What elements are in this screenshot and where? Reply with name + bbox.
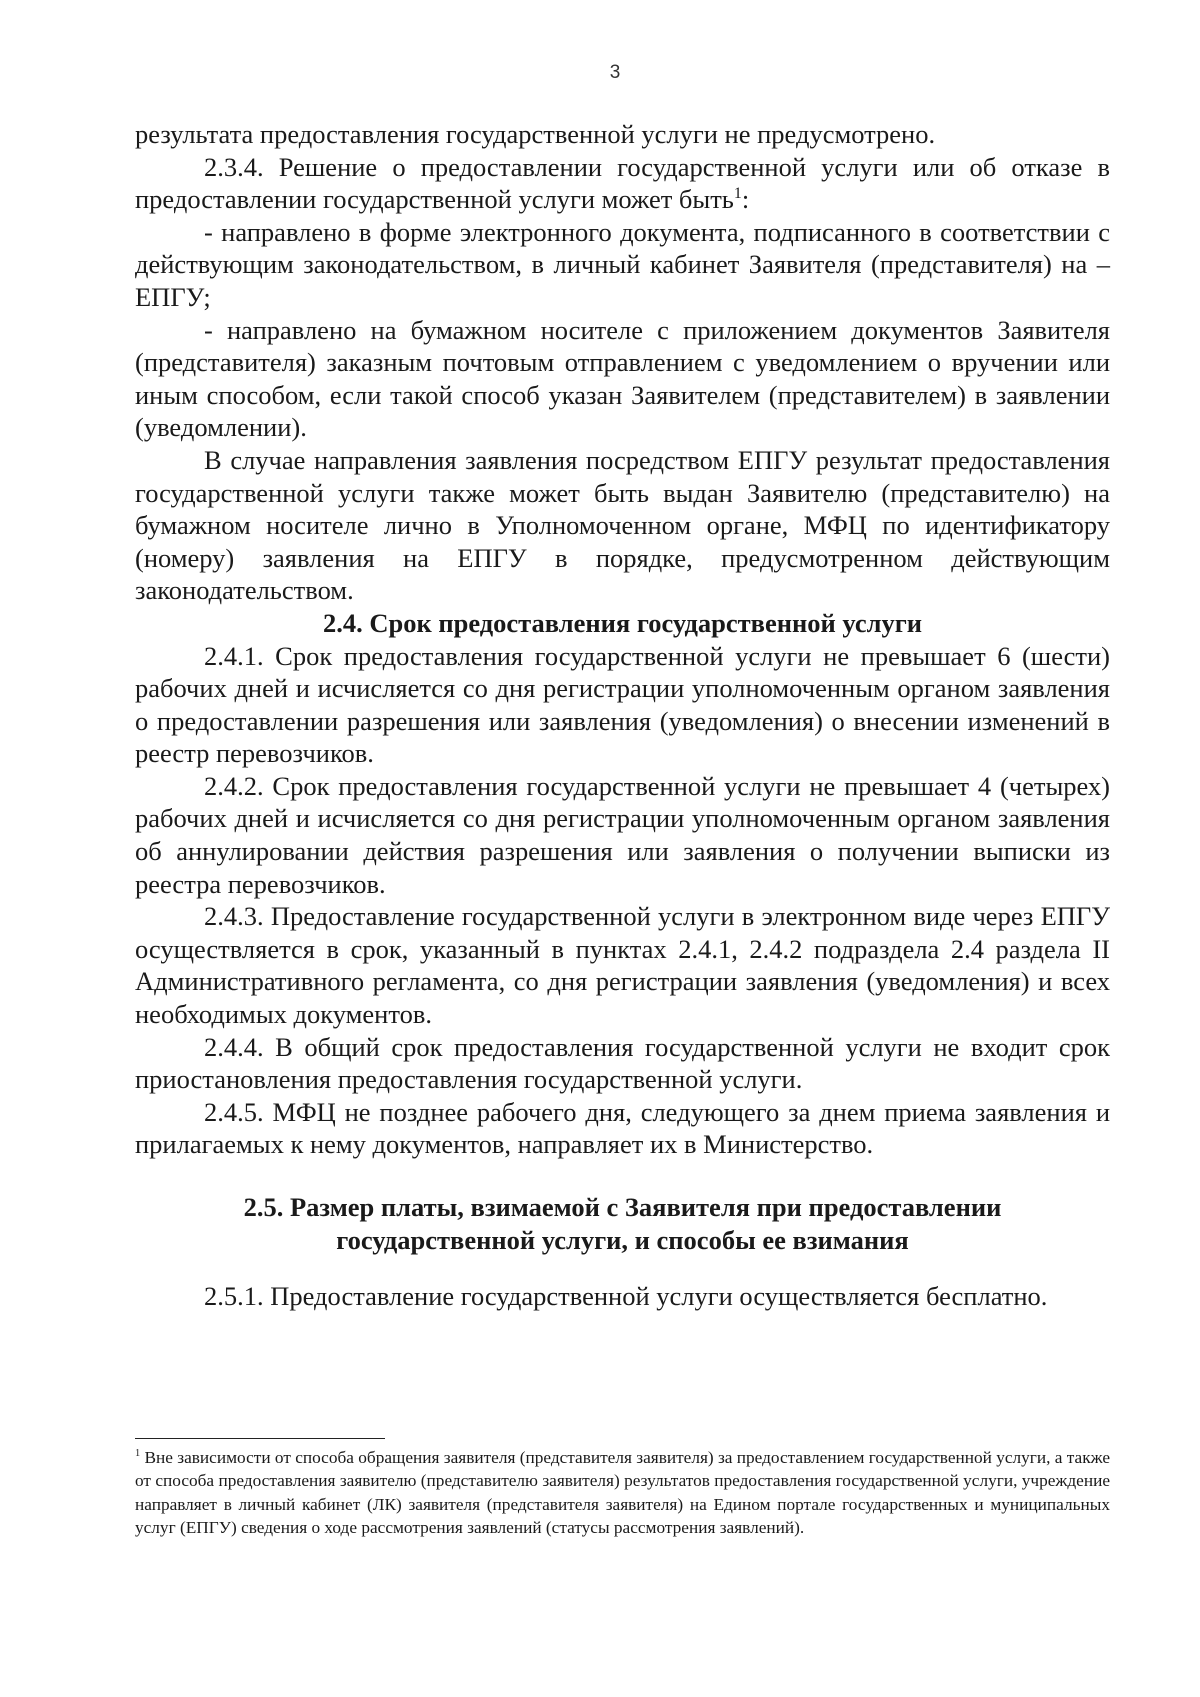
footnote-ref: 1 xyxy=(733,185,742,203)
section-heading-2-5-line1: 2.5. Размер платы, взимаемой с Заявителя при предоставлении xyxy=(243,1192,1002,1222)
paragraph-2-4-2: 2.4.2. Срок предоставления государственной услуги не превышает 4 (четырех) рабочих дней и исчисляется со дня регистрации уполномоченным органом заявления об аннулировании действия разрешения или заявления о получении выписки из реестра перевозчиков. xyxy=(135,770,1110,899)
section-heading-2-5 xyxy=(135,1191,1110,1256)
list-item-paper: - направлено на бумажном носителе с приложением документов Заявителя (представителя) заказным почтовым отправлением с уведомлением о вручении или иным способом, если такой способ указан Заявителем (представителем) в заявлении (уведомлении). xyxy=(135,314,1110,443)
document-body xyxy=(135,118,1110,1313)
paragraph-result-continuation: результата предоставления государственной услуги не предусмотрено. xyxy=(135,119,936,149)
footnote xyxy=(135,1446,1110,1540)
paragraph-2-4-3: 2.4.3. Предоставление государственной услуги в электронном виде через ЕПГУ осуществляется в срок, указанный в пунктах 2.4.1, 2.4.2 подраздела 2.4 раздела II Административного регламента, со дня регистрации заявления (уведомления) и всех необходимых документов. xyxy=(135,901,1110,1030)
paragraph-2-4-5: 2.4.5. МФЦ не позднее рабочего дня, следующего за днем приема заявления и прилагаемых к нему документов, направляет их в Министерство. xyxy=(135,1096,1110,1160)
footnote-divider xyxy=(135,1438,385,1439)
paragraph-2-4-1: 2.4.1. Срок предоставления государственной услуги не превышает 6 (шести) рабочих дней и исчисляется со дня регистрации уполномоченным органом заявления о предоставлении разрешения или заявления (уведомления) о внесении изменений в реестр перевозчиков. xyxy=(135,640,1110,769)
paragraph-epgu-case: В случае направления заявления посредством ЕПГУ результат предоставления государственной услуги также может быть выдан Заявителю (представителю) на бумажном носителе лично в Уполномоченном органе, МФЦ по идентификатору (номеру) заявления на ЕПГУ в порядке, предусмотренном действующим законодательством. xyxy=(135,444,1110,606)
list-item-electronic: - направлено в форме электронного документа, подписанного в соответствии с действующим законодательством, в личный кабинет Заявителя (представителя) на – ЕПГУ; xyxy=(135,216,1110,312)
section-heading-2-5-line2: государственной услуги, и способы ее взимания xyxy=(336,1224,909,1255)
paragraph-2-3-4 xyxy=(135,151,1110,216)
paragraph-2-3-4-suffix: : xyxy=(741,184,750,215)
section-heading-2-4: 2.4. Срок предоставления государственной услуги xyxy=(322,607,923,638)
page-number: 3 xyxy=(609,62,621,83)
footnote-text: Вне зависимости от способа обращения заявителя (представителя заявителя) за предоставлением государственной услуги, а также от способа предоставления заявителю (представителю заявителя) результатов предоставления государственной услуги, учреждение направляет в личный кабинет (ЛК) заявителя (представителя заявителя) на Едином портале государственных и муниципальных услуг (ЕПГУ) сведения о ходе рассмотрения заявлений (статусы рассмотрения заявлений). xyxy=(135,1448,1110,1538)
footnote-marker: 1 xyxy=(135,1448,141,1460)
paragraph-2-4-4: 2.4.4. В общий срок предоставления государственной услуги не входит срок приостановления предоставления государственной услуги. xyxy=(135,1031,1110,1095)
paragraph-2-5-1: 2.5.1. Предоставление государственной услуги осуществляется бесплатно. xyxy=(204,1281,1048,1312)
paragraph-2-3-4-text: 2.3.4. Решение о предоставлении государственной услуги или об отказе в предоставлении государственной услуги может быть xyxy=(135,151,1110,215)
